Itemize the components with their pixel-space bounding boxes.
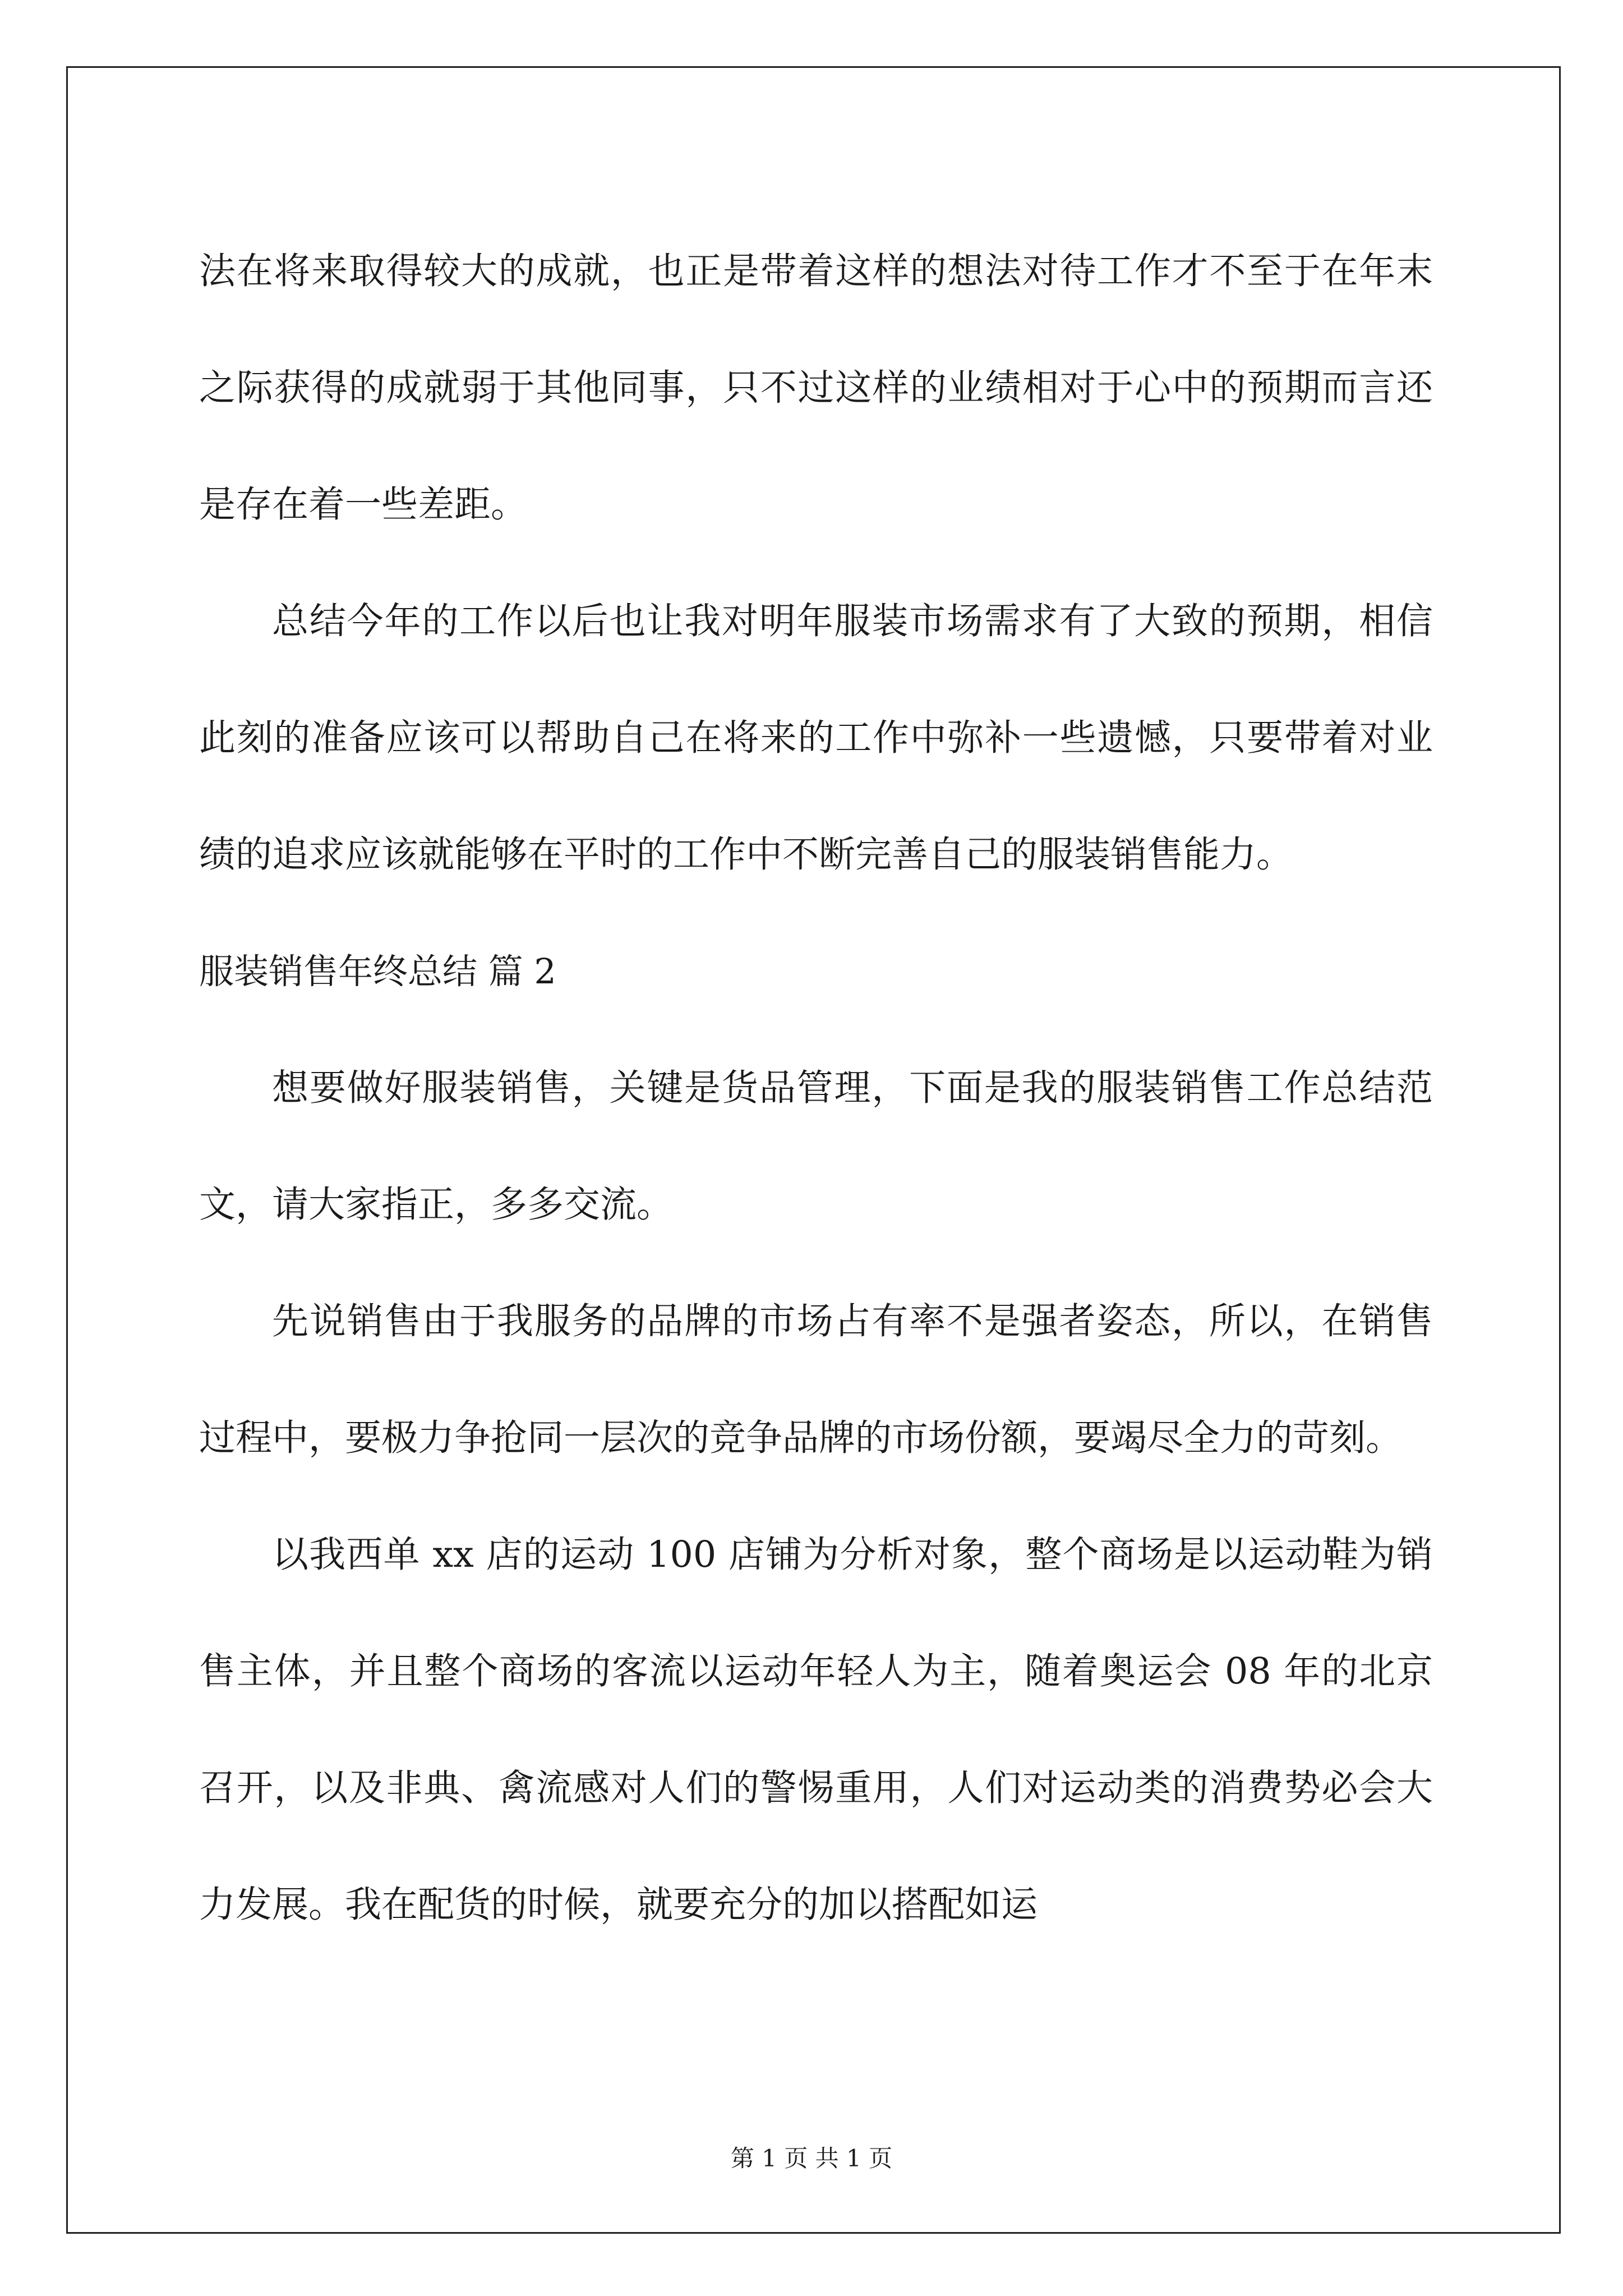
document-body bbox=[199, 213, 1433, 1963]
page-footer: 第 1 页 共 1 页 bbox=[730, 2145, 893, 2172]
paragraph-5: 以我西单 xx 店的运动 100 店铺为分析对象，整个商场是以运动鞋为销售主体，并且整个商场的客流以运动年轻人为主，随着奥运会 08 年的北京召开，以及非典、禽流感对人们的警惕重用，人们对运动类的消费势必会大力发展。我在配货的时候，就要充分的加以搭配如运 bbox=[199, 1534, 1433, 1926]
paragraph-1: 法在将来取得较大的成就，也正是带着这样的想法对待工作才不至于在年末之际获得的成就弱于其他同事，只不过这样的业绩相对于心中的预期而言还是存在着一些差距。 bbox=[199, 250, 1433, 526]
section-heading: 服装销售年终总结 篇 2 bbox=[199, 951, 556, 992]
paragraph-2: 总结今年的工作以后也让我对明年服装市场需求有了大致的预期，相信此刻的准备应该可以帮助自己在将来的工作中弥补一些遗憾，只要带着对业绩的追求应该就能够在平时的工作中不断完善自己的服装销售能力。 bbox=[199, 600, 1433, 876]
paragraph-3: 想要做好服装销售，关键是货品管理，下面是我的服装销售工作总结范文，请大家指正，多多交流。 bbox=[199, 1067, 1433, 1226]
paragraph-4: 先说销售由于我服务的品牌的市场占有率不是强者姿态，所以，在销售过程中，要极力争抢同一层次的竞争品牌的市场份额，要竭尽全力的苛刻。 bbox=[199, 1300, 1433, 1459]
